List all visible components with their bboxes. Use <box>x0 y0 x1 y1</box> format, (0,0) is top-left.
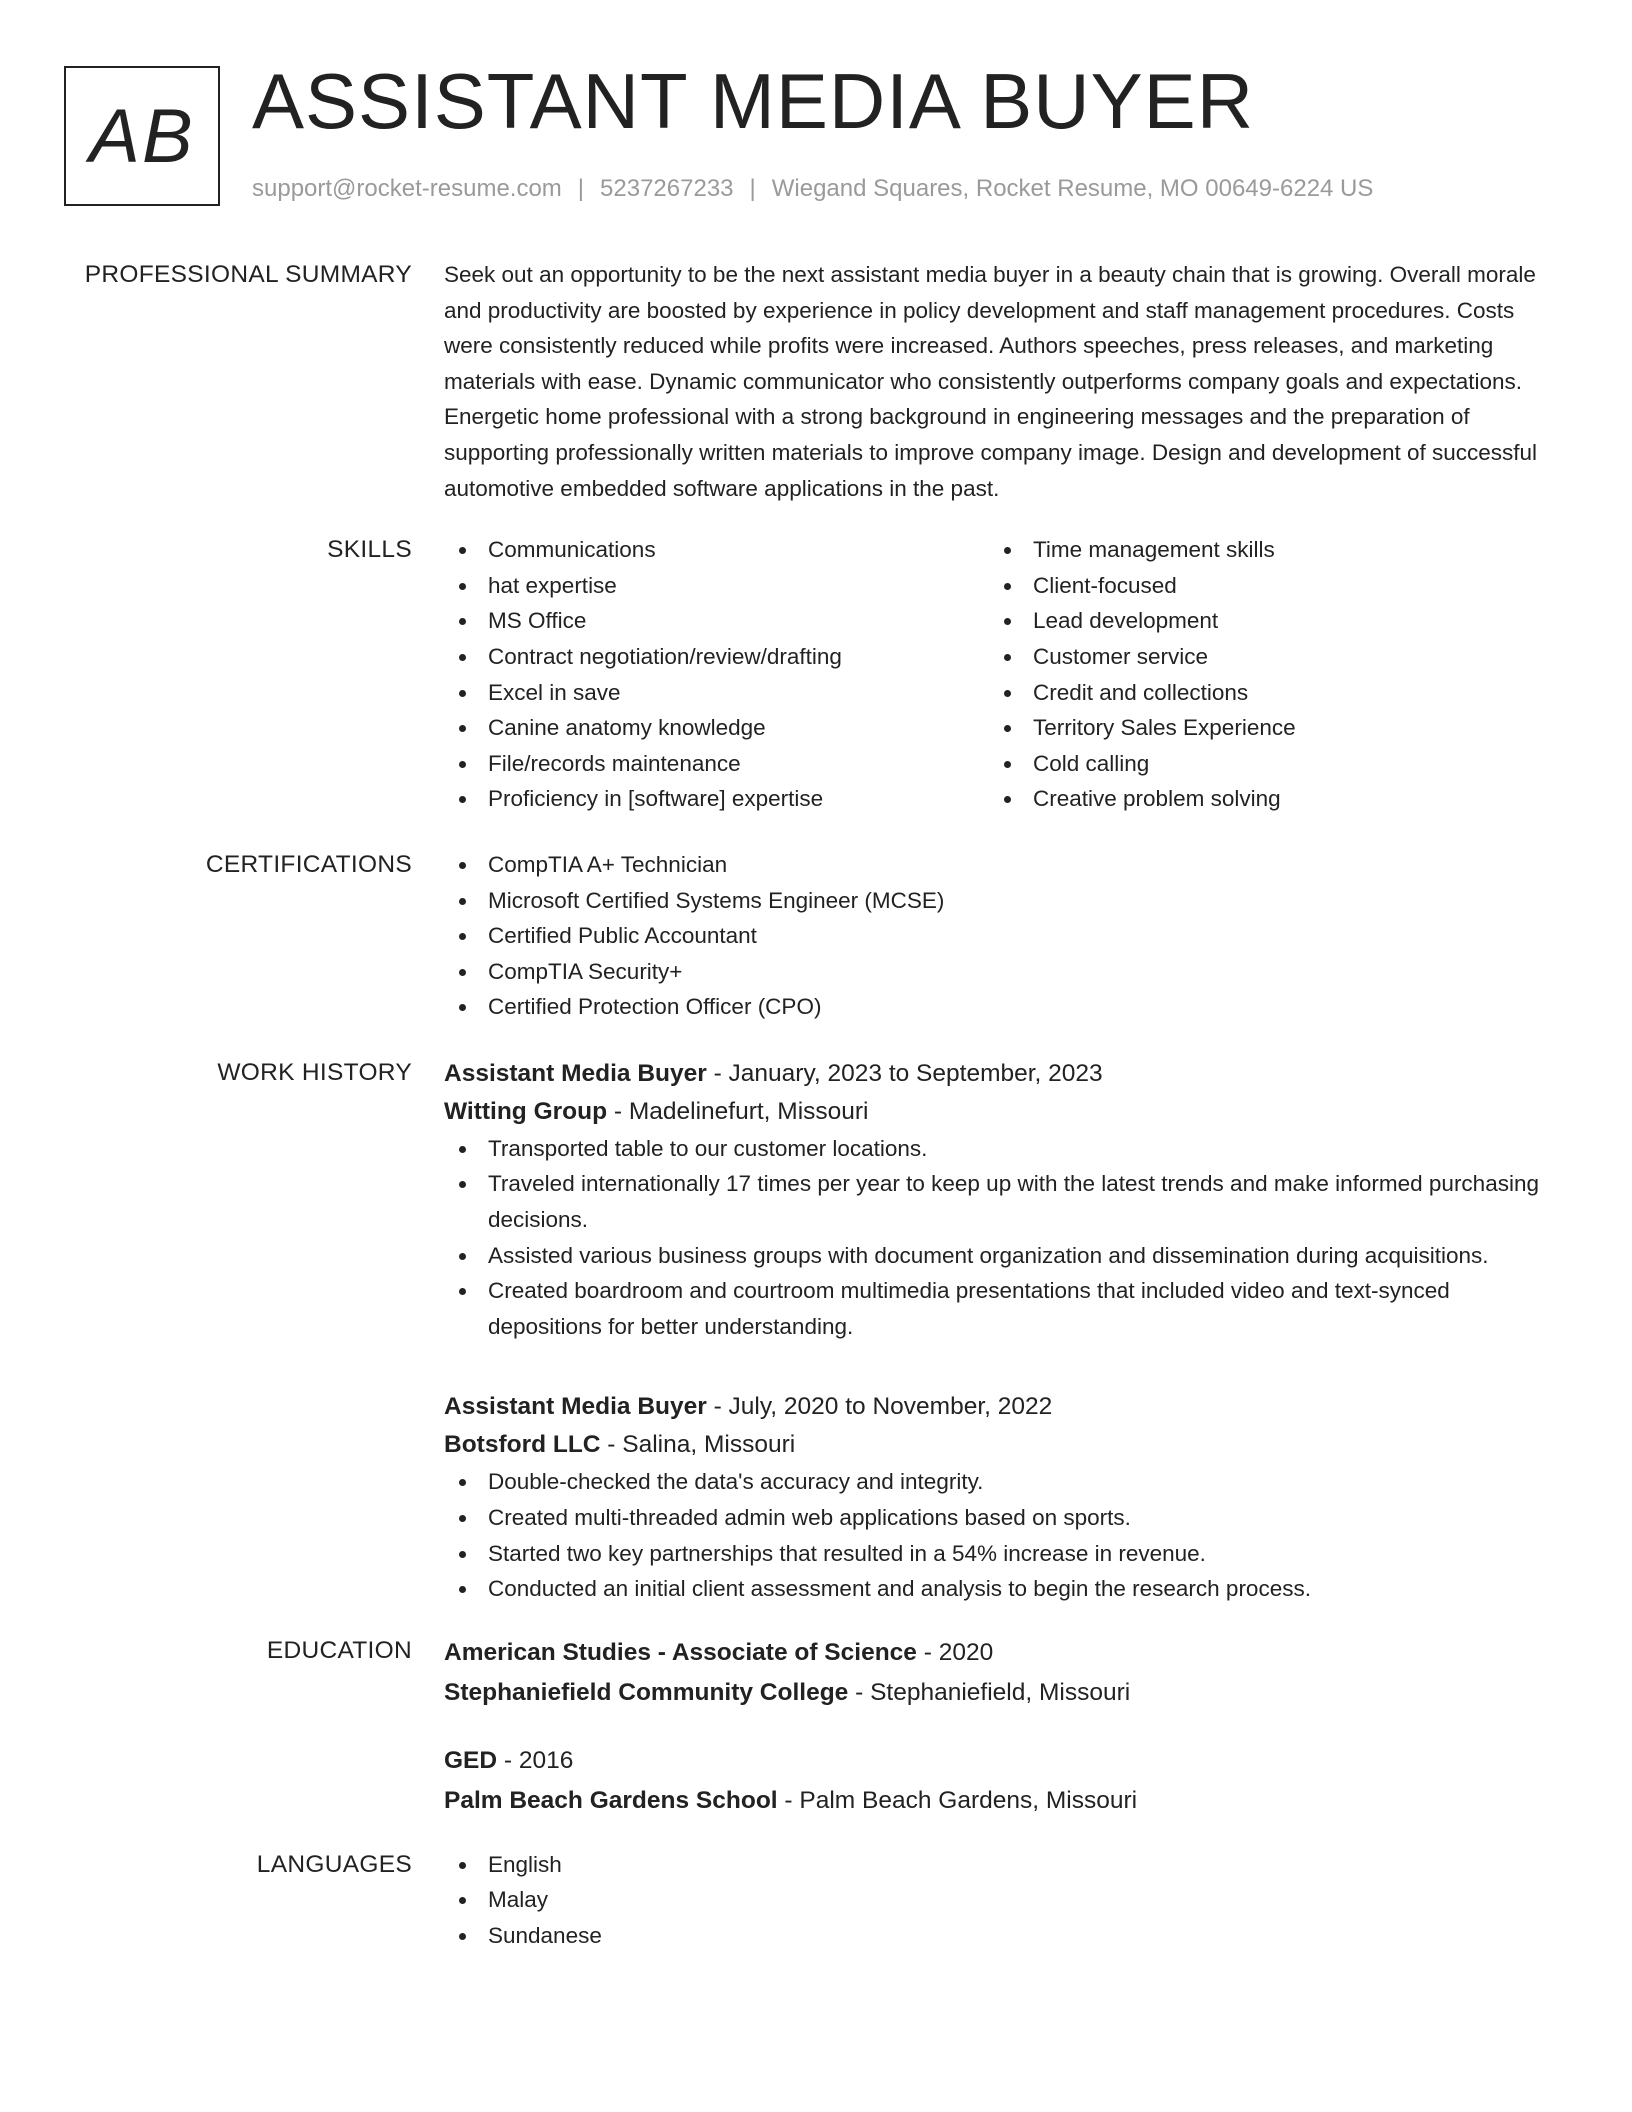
skill-item: Lead development <box>989 603 1534 639</box>
job-bullet: Assisted various business groups with document organization and dissemination during acquisitions. <box>444 1238 1554 1274</box>
job-bullet: Transported table to our customer locations. <box>444 1131 1554 1167</box>
summary-text: Seek out an opportunity to be the next assistant media buyer in a beauty chain that is growing. Overall morale and productivity are boosted by experience in policy development and staff management procedures. Costs were consistently reduced while profits were increased. Authors speeches, press releases, and marketing materials with ease. Dynamic communicator who consistently outperforms company goals and expectations. Energetic home professional with a strong background in engineering messages and the preparation of supporting professionally written materials to improve company image. Design and development of successful automotive embedded software applications in the past. <box>444 262 1538 501</box>
section-heading-work-history: WORK HISTORY <box>217 1058 412 1086</box>
certification-item: CompTIA A+ Technician <box>444 847 1554 883</box>
languages-section <box>0 1847 1632 1954</box>
summary-section <box>0 257 1632 506</box>
job-bullet: Created multi-threaded admin web applications based on sports. <box>444 1500 1554 1536</box>
certification-item: Certified Protection Officer (CPO) <box>444 989 1554 1025</box>
job-bullet: Traveled internationally 17 times per year to keep up with the latest trends and make informed purchasing decisions. <box>444 1166 1554 1237</box>
skill-item: MS Office <box>444 603 989 639</box>
education-location: - Stephaniefield, Missouri <box>848 1678 1131 1706</box>
job-title-line <box>444 1388 1554 1426</box>
certifications-body <box>444 847 1554 1025</box>
skill-item: File/records maintenance <box>444 746 989 782</box>
skills-list-left <box>444 532 989 817</box>
education-entry <box>444 1633 1554 1713</box>
skill-item: Time management skills <box>989 532 1534 568</box>
job-org-line <box>444 1093 1554 1131</box>
job-bullets <box>444 1131 1554 1345</box>
skill-item: Client-focused <box>989 568 1534 604</box>
education-section <box>0 1633 1632 1821</box>
job-bullet: Started two key partnerships that resulted in a 54% increase in revenue. <box>444 1536 1554 1572</box>
education-entry <box>444 1741 1554 1821</box>
education-school-line <box>444 1781 1554 1821</box>
skill-item: Cold calling <box>989 746 1534 782</box>
contact-email: support@rocket-resume.com <box>252 175 562 202</box>
resume-sections <box>0 257 1632 1954</box>
section-heading-education: EDUCATION <box>266 1636 412 1664</box>
section-heading-skills: SKILLS <box>327 536 412 564</box>
skills-body <box>444 532 1554 817</box>
skill-item: Contract negotiation/review/drafting <box>444 639 989 675</box>
job-dates: - January, 2023 to September, 2023 <box>706 1059 1103 1087</box>
language-item: English <box>444 1847 1554 1883</box>
education-school-line <box>444 1673 1554 1713</box>
education-year: - 2020 <box>916 1638 994 1666</box>
job-entry <box>444 1388 1554 1606</box>
monogram-badge: AB <box>64 66 220 206</box>
section-heading-certifications: CERTIFICATIONS <box>205 850 412 878</box>
job-title-line <box>444 1055 1554 1093</box>
skill-item: Customer service <box>989 639 1534 675</box>
job-company: Witting Group <box>444 1097 608 1125</box>
contact-phone: 5237267233 <box>600 175 734 202</box>
job-bullet: Double-checked the data's accuracy and integrity. <box>444 1464 1554 1500</box>
section-heading-summary: PROFESSIONAL SUMMARY <box>84 261 412 288</box>
certification-item: CompTIA Security+ <box>444 954 1554 990</box>
skill-item: Creative problem solving <box>989 781 1534 817</box>
job-location: - Salina, Missouri <box>600 1431 796 1459</box>
certifications-section <box>0 847 1632 1025</box>
education-degree: GED <box>444 1746 498 1774</box>
languages-body <box>444 1847 1554 1954</box>
job-bullets <box>444 1464 1554 1606</box>
skill-item: Territory Sales Experience <box>989 710 1534 746</box>
work-history-section <box>0 1055 1632 1607</box>
page-title: ASSISTANT MEDIA BUYER <box>252 57 1255 145</box>
job-bullet: Conducted an initial client assessment and analysis to begin the research process. <box>444 1571 1554 1607</box>
summary-body <box>444 257 1554 506</box>
skills-grid <box>444 532 1554 817</box>
education-degree-line <box>444 1741 1554 1781</box>
contact-separator: | <box>577 175 585 202</box>
skill-item: Canine anatomy knowledge <box>444 710 989 746</box>
contact-address: Wiegand Squares, Rocket Resume, MO 00649-6224 US <box>771 175 1374 202</box>
education-body <box>444 1633 1554 1821</box>
language-item: Sundanese <box>444 1918 1554 1954</box>
job-location: - Madelinefurt, Missouri <box>607 1097 869 1125</box>
education-degree-line <box>444 1633 1554 1673</box>
job-dates: - July, 2020 to November, 2022 <box>706 1393 1053 1421</box>
job-entry <box>444 1055 1554 1345</box>
contact-line <box>252 172 1373 206</box>
skill-item: Credit and collections <box>989 675 1534 711</box>
education-location: - Palm Beach Gardens, Missouri <box>777 1786 1138 1814</box>
work-history-body <box>444 1055 1554 1607</box>
job-company: Botsford LLC <box>444 1431 601 1459</box>
skill-item: Communications <box>444 532 989 568</box>
languages-list <box>444 1847 1554 1954</box>
job-title: Assistant Media Buyer <box>444 1393 707 1421</box>
skills-section <box>0 532 1632 817</box>
education-school: Stephaniefield Community College <box>444 1678 849 1706</box>
education-degree: American Studies - Associate of Science <box>444 1638 917 1666</box>
job-org-line <box>444 1426 1554 1464</box>
certifications-list <box>444 847 1554 1025</box>
section-heading-languages: LANGUAGES <box>256 1850 412 1878</box>
skill-item: Proficiency in [software] expertise <box>444 781 989 817</box>
skills-list-right <box>989 532 1534 817</box>
contact-separator: | <box>749 175 756 202</box>
job-bullet: Created boardroom and courtroom multimedia presentations that included video and text-synced depositions for better understanding. <box>444 1273 1554 1344</box>
skill-item: hat expertise <box>444 568 989 604</box>
certification-item: Microsoft Certified Systems Engineer (MCSE) <box>444 883 1554 919</box>
job-title: Assistant Media Buyer <box>444 1059 707 1087</box>
education-year: - 2016 <box>497 1746 574 1774</box>
skill-item: Excel in save <box>444 675 989 711</box>
certification-item: Certified Public Accountant <box>444 918 1554 954</box>
language-item: Malay <box>444 1882 1554 1918</box>
education-school: Palm Beach Gardens School <box>444 1786 778 1814</box>
